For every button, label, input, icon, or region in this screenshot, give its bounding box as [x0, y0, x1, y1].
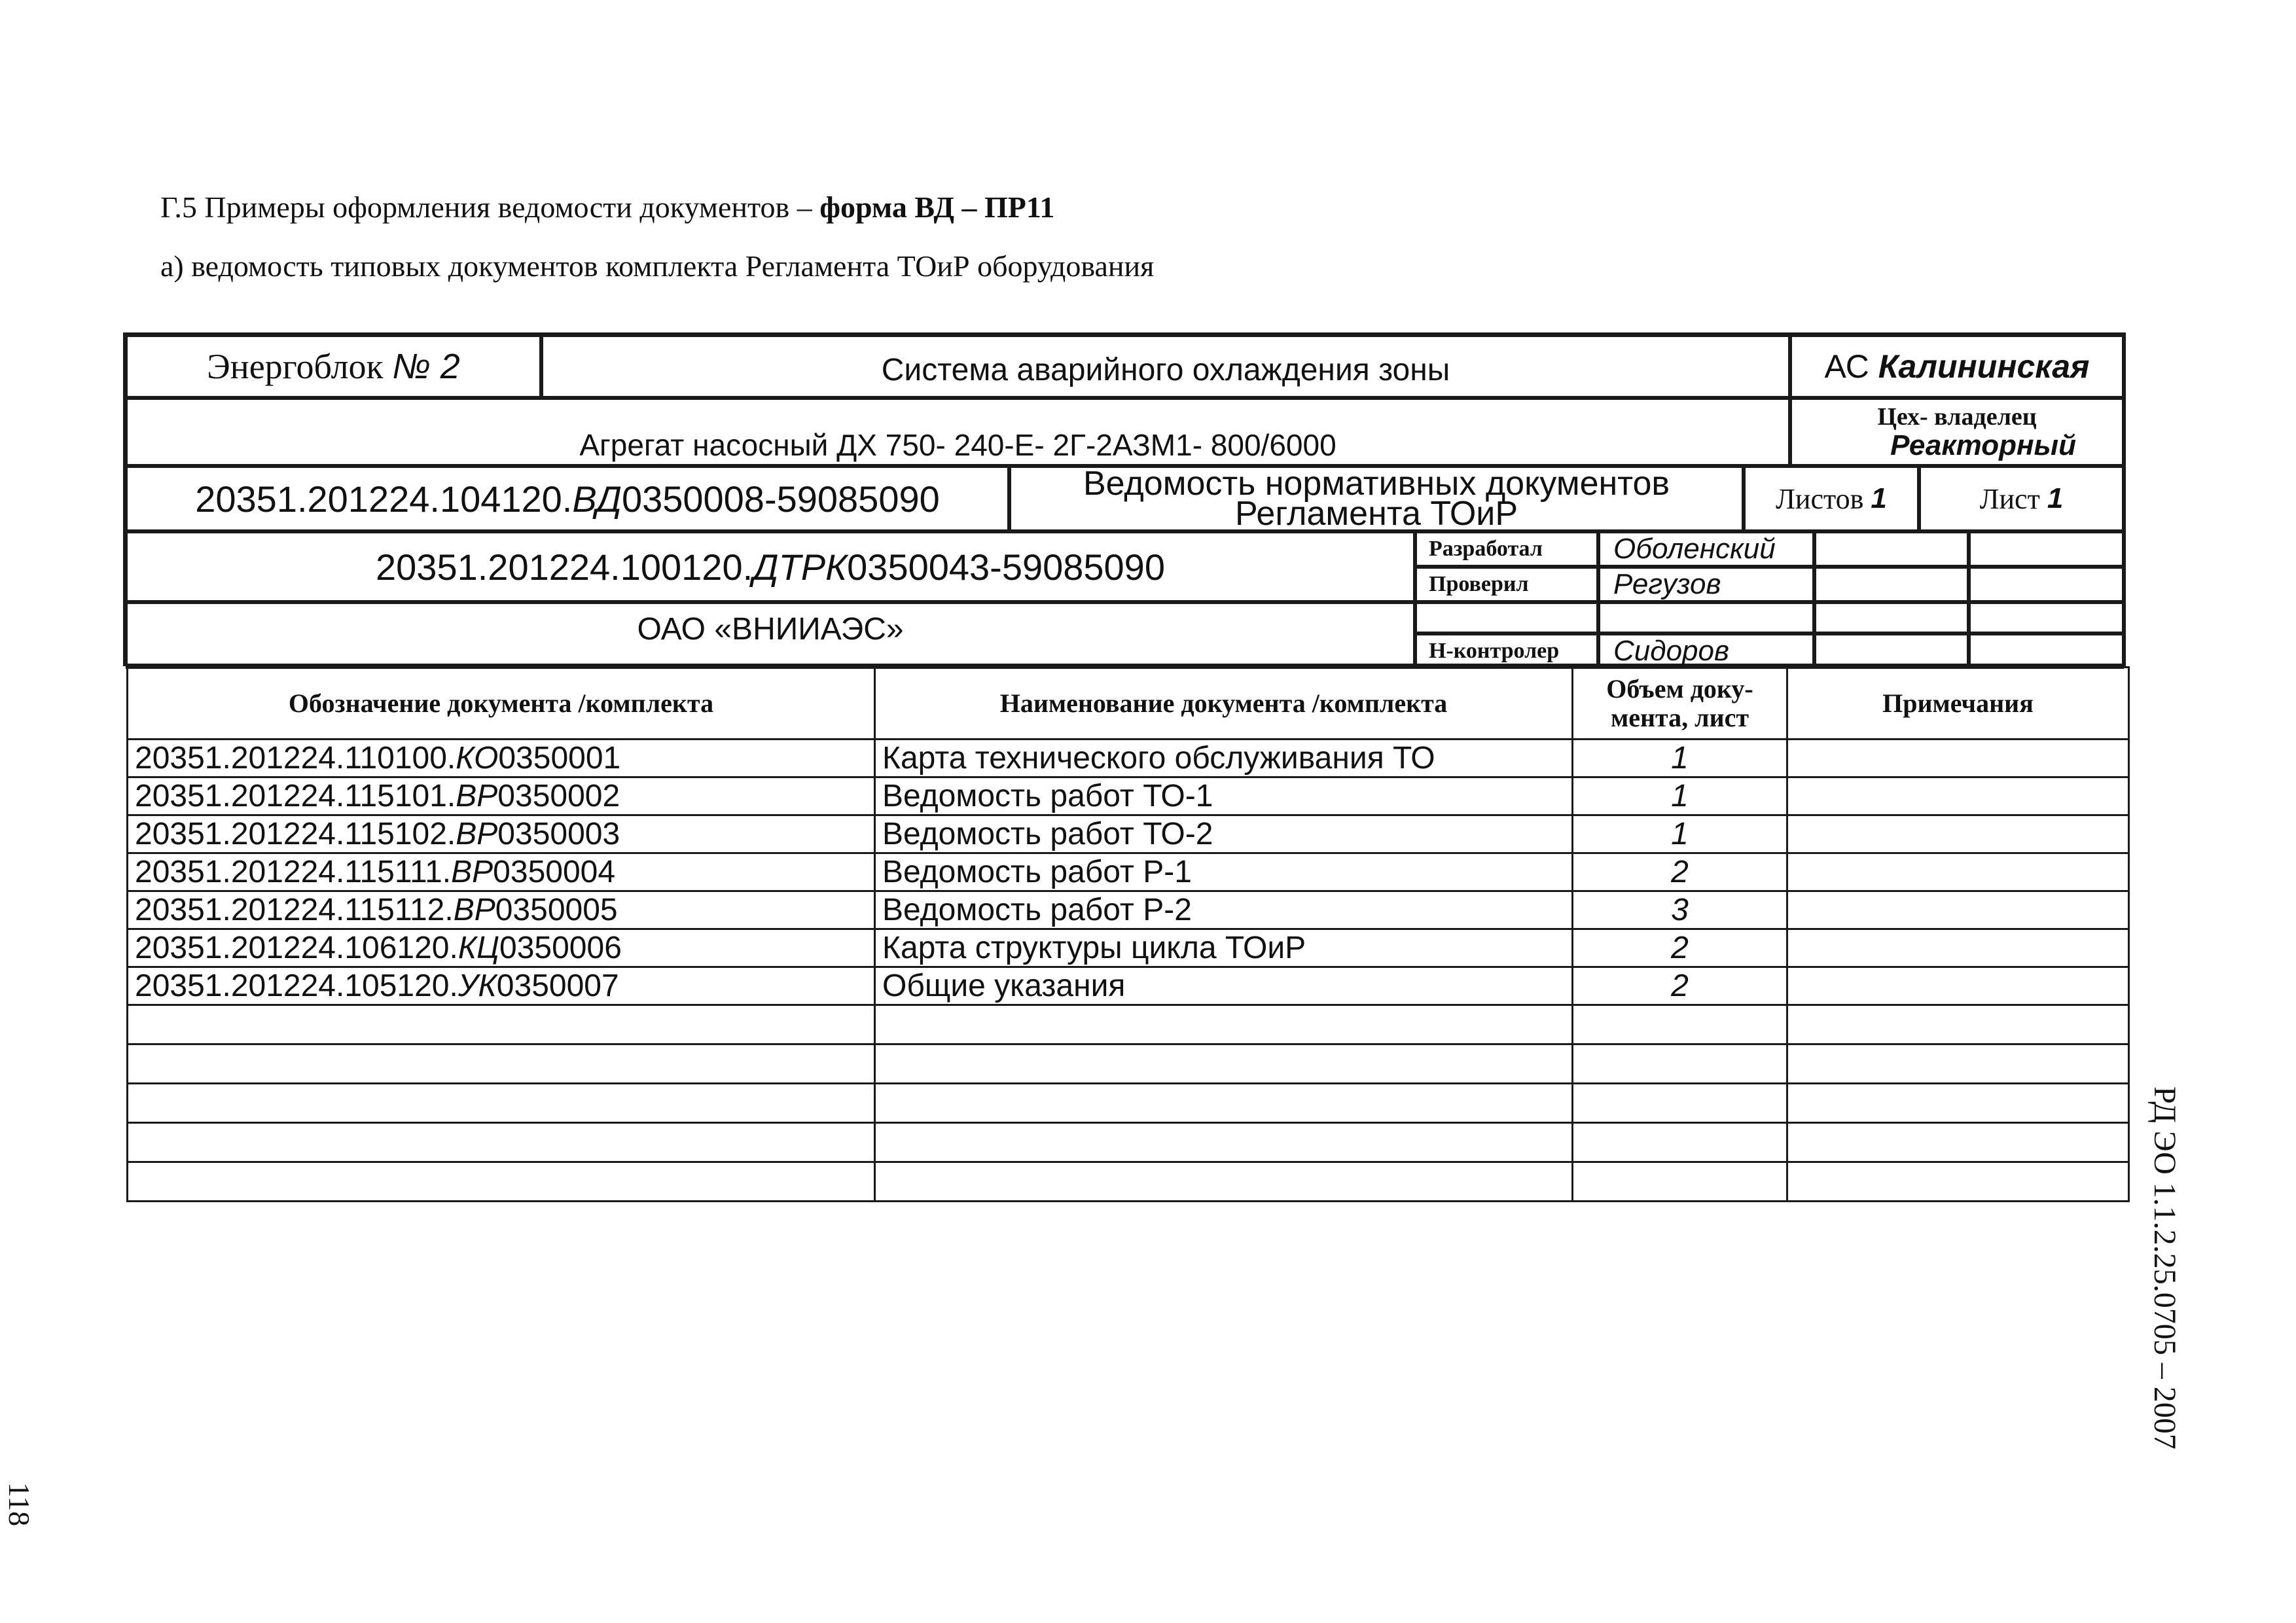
table-row [128, 929, 2129, 967]
doc-code [128, 891, 875, 929]
doc-code-type: ВР [451, 855, 493, 889]
doc-notes [1787, 929, 2129, 967]
empty-cell [1787, 1123, 2129, 1162]
doc-name: Ведомость работ ТО-2 [875, 815, 1573, 853]
table-row [128, 740, 2129, 777]
doc-volume: 2 [1573, 967, 1787, 1005]
table-row [128, 815, 2129, 853]
doc-code [128, 815, 875, 853]
section-heading [160, 190, 1054, 224]
empty-cell [128, 1005, 875, 1044]
doc-code-cell [126, 466, 1009, 531]
sig-name-4 [1598, 633, 1814, 669]
doc-code-type: УК [457, 969, 497, 1003]
sig-role-2 [1415, 567, 1598, 602]
table-row [128, 891, 2129, 929]
sig-name-2-text: Регузов [1613, 568, 1721, 600]
doc-notes [1787, 853, 2129, 891]
doc-volume: 2 [1573, 853, 1787, 891]
sig-role-3 [1415, 602, 1598, 633]
empty-cell [128, 1162, 875, 1202]
doc-title-line2: Регламента ТОиР [1235, 495, 1518, 531]
ref-code-prefix: 20351.201224.100120. [376, 546, 753, 588]
empty-cell [1787, 1162, 2129, 1202]
section-heading-text: Г.5 Примеры оформления ведомости документов – [160, 190, 820, 224]
sig-name-1 [1598, 531, 1814, 567]
sig-sign-2 [1814, 567, 1969, 602]
sig-date-2 [1969, 567, 2124, 602]
sheets-value: 1 [1871, 482, 1887, 514]
doc-code-prefix: 20351.201224.110100. [135, 741, 456, 776]
unit-value: № 2 [392, 347, 460, 386]
empty-cell [875, 1005, 1573, 1044]
empty-cell [1573, 1005, 1787, 1044]
table-row [128, 853, 2129, 891]
doc-code [128, 853, 875, 891]
sig-name-1-text: Оболенский [1613, 533, 1776, 565]
doc-code [128, 740, 875, 777]
sig-role-2-text: Проверил [1429, 572, 1529, 596]
header-volume-line1: Объем доку- [1606, 673, 1753, 704]
sheet-label: Лист [1979, 482, 2040, 515]
document-standard-code: РД ЭО 1.1.2.25.0705 – 2007 [2147, 1086, 2182, 1450]
sheets-label: Листов [1776, 482, 1864, 515]
doc-volume: 1 [1573, 740, 1787, 777]
system-cell [541, 335, 1790, 398]
aggregate-name: Агрегат насосный ДХ 750- 240-Е- 2Г-2АЗМ1- 800/6000 [579, 428, 1336, 462]
empty-cell [875, 1044, 1573, 1084]
table-row [128, 967, 2129, 1005]
empty-cell [1573, 1123, 1787, 1162]
empty-cell [1573, 1162, 1787, 1202]
station-prefix: АС [1824, 348, 1869, 385]
sheet-number-cell [1919, 466, 2124, 531]
form-name: форма ВД – ПР11 [819, 190, 1055, 224]
doc-code-type: КО [456, 741, 499, 776]
header-volume-line2: мента, лист [1610, 702, 1749, 732]
sig-date-4 [1969, 633, 2124, 669]
aggregate-cell [126, 398, 1790, 466]
doc-notes [1787, 891, 2129, 929]
doc-code-suffix: 0350005 [495, 893, 618, 927]
doc-code-prefix: 20351.201224.104120. [195, 478, 573, 520]
doc-notes [1787, 777, 2129, 815]
sig-role-4 [1415, 633, 1598, 669]
empty-cell [128, 1084, 875, 1123]
empty-cell [1573, 1084, 1787, 1123]
owner-cell [1790, 398, 2124, 466]
ref-code-suffix: 0350043-59085090 [847, 546, 1165, 588]
sig-role-1 [1415, 531, 1598, 567]
empty-cell [1787, 1005, 2129, 1044]
doc-code [128, 777, 875, 815]
empty-cell [875, 1084, 1573, 1123]
doc-code-suffix: 0350003 [497, 817, 620, 851]
doc-name: Ведомость работ ТО-1 [875, 777, 1573, 815]
empty-cell [1787, 1044, 2129, 1084]
doc-volume: 1 [1573, 777, 1787, 815]
page-number: 118 [3, 1482, 36, 1527]
organization-name: ОАО «ВНИИАЭС» [637, 611, 904, 647]
doc-code-type: ВР [456, 779, 498, 813]
doc-name: Карта структуры цикла ТОиР [875, 929, 1573, 967]
empty-row [128, 1084, 2129, 1123]
header-name: Наименование документа /комплекта [875, 668, 1573, 740]
header-notes: Примечания [1787, 668, 2129, 740]
empty-cell [1787, 1084, 2129, 1123]
doc-code [128, 929, 875, 967]
sig-sign-3 [1814, 602, 1969, 633]
sig-date-1 [1969, 531, 2124, 567]
empty-cell [875, 1162, 1573, 1202]
table-row [128, 777, 2129, 815]
doc-code-suffix: 0350007 [496, 969, 619, 1003]
doc-code-suffix: 0350008-59085090 [621, 478, 940, 520]
title-block [123, 332, 2126, 666]
station-cell [1790, 335, 2124, 398]
empty-row [128, 1162, 2129, 1202]
ref-code-type: ДТРК [753, 546, 848, 588]
empty-row [128, 1005, 2129, 1044]
doc-code-type: ВД [572, 478, 622, 520]
sheets-count-cell [1744, 466, 1919, 531]
doc-code-suffix: 0350001 [498, 741, 621, 776]
sig-date-3 [1969, 602, 2124, 633]
doc-code-type: ВР [453, 893, 495, 927]
empty-cell [875, 1123, 1573, 1162]
sig-role-4-text: Н-контролер [1429, 639, 1560, 663]
sig-name-3 [1598, 602, 1814, 633]
sig-sign-1 [1814, 531, 1969, 567]
unit-cell [126, 335, 541, 398]
doc-code-prefix: 20351.201224.115111. [135, 855, 452, 889]
empty-row [128, 1123, 2129, 1162]
doc-volume: 2 [1573, 929, 1787, 967]
doc-code-suffix: 0350002 [497, 779, 620, 813]
doc-name: Общие указания [875, 967, 1573, 1005]
owner-label: Цех- владелец [1877, 403, 2037, 431]
section-subheading: а) ведомость типовых документов комплекта Регламента ТОиР оборудования [160, 249, 1155, 283]
owner-value: Реакторный [1890, 429, 2076, 461]
doc-title-line1: Ведомость нормативных документов [1083, 466, 1670, 503]
empty-cell [1573, 1044, 1787, 1084]
doc-volume: 3 [1573, 891, 1787, 929]
header-volume [1573, 668, 1787, 740]
organization-cell [126, 602, 1415, 669]
unit-label: Энергоблок [207, 347, 384, 386]
sig-name-2 [1598, 567, 1814, 602]
station-name: Калининская [1878, 348, 2090, 385]
doc-code-prefix: 20351.201224.105120. [135, 969, 458, 1003]
doc-code-prefix: 20351.201224.115102. [135, 817, 456, 851]
doc-code-prefix: 20351.201224.115101. [135, 779, 456, 813]
doc-notes [1787, 967, 2129, 1005]
doc-notes [1787, 740, 2129, 777]
doc-name: Ведомость работ Р-2 [875, 891, 1573, 929]
doc-code-suffix: 0350006 [499, 931, 622, 965]
doc-code-prefix: 20351.201224.106120. [135, 931, 458, 965]
doc-name: Карта технического обслуживания ТО [875, 740, 1573, 777]
doc-code-prefix: 20351.201224.115112. [135, 893, 454, 927]
doc-code-type: КЦ [457, 931, 500, 965]
sig-role-1-text: Разработал [1429, 537, 1543, 561]
sig-name-4-text: Сидоров [1613, 635, 1729, 667]
doc-code [128, 967, 875, 1005]
doc-code-suffix: 0350004 [493, 855, 616, 889]
header-code: Обозначение документа /комплекта [128, 668, 875, 740]
doc-title-cell [1009, 466, 1744, 531]
sig-sign-4 [1814, 633, 1969, 669]
doc-notes [1787, 815, 2129, 853]
table-header-row [128, 668, 2129, 740]
documents-table [126, 666, 2130, 1202]
doc-volume: 1 [1573, 815, 1787, 853]
empty-cell [128, 1123, 875, 1162]
empty-cell [128, 1044, 875, 1084]
empty-row [128, 1044, 2129, 1084]
ref-code-cell [126, 531, 1415, 602]
sheet-value: 1 [2047, 482, 2064, 514]
doc-name: Ведомость работ Р-1 [875, 853, 1573, 891]
system-name: Система аварийного охлаждения зоны [881, 352, 1450, 387]
doc-code-type: ВР [456, 817, 498, 851]
